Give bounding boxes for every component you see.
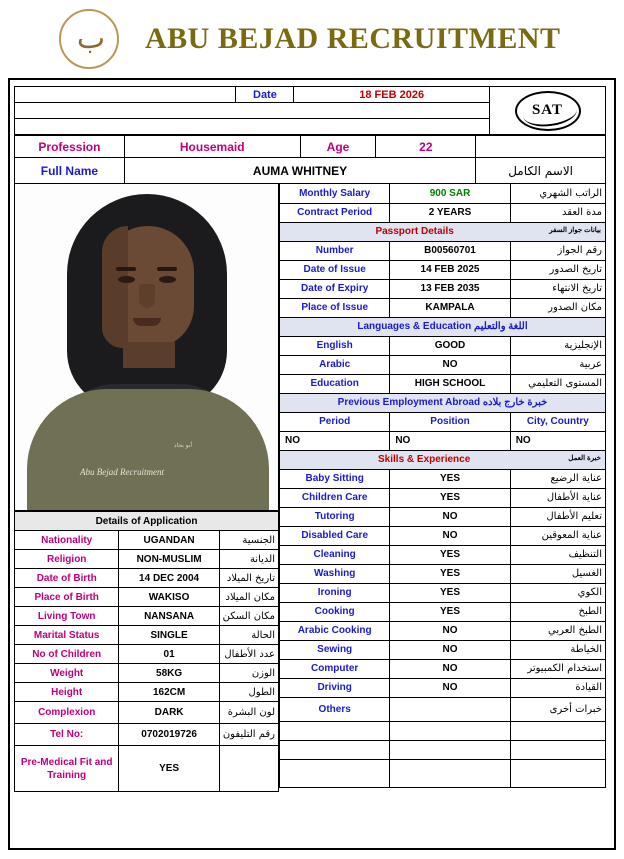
table-row [280, 241, 606, 260]
sat-oval-icon [515, 91, 581, 131]
skill-label-sewing: Sewing [280, 640, 390, 659]
age-label: Age [300, 136, 376, 158]
detail-label-living-town: Living Town [15, 607, 119, 626]
table-row [280, 355, 606, 374]
skill-label-others: Others [280, 697, 390, 721]
table-row [280, 640, 606, 659]
contract-period-label: Contract Period [280, 203, 390, 222]
blank-cell-8 [390, 759, 510, 787]
prev-employment-position: NO [390, 431, 510, 450]
prev-employment-city-country: NO [510, 431, 605, 450]
right-info-table [279, 184, 606, 788]
passport-number-value: B00560701 [390, 241, 510, 260]
skill-label-washing: Washing [280, 564, 390, 583]
table-row [15, 746, 279, 792]
prev-employment-col-city-country: City, Country [510, 412, 605, 431]
table-row [280, 279, 606, 298]
skill-value-disabled-care: NO [390, 526, 510, 545]
table-row [280, 697, 606, 721]
language-english-value: GOOD [390, 336, 510, 355]
skill-label-baby-sitting: Baby Sitting [280, 469, 390, 488]
main-body [14, 184, 606, 792]
top-blank-2 [15, 103, 490, 119]
date-label: Date [236, 87, 294, 103]
right-column [279, 184, 606, 792]
table-row [280, 564, 606, 583]
table-row [280, 431, 606, 450]
passport-number-label: Number [280, 241, 390, 260]
fullname-row [15, 158, 606, 184]
table-row [280, 488, 606, 507]
detail-value-dob: 14 DEC 2004 [119, 569, 219, 588]
skill-value-arabic-cooking: NO [390, 621, 510, 640]
detail-label-weight: Weight [15, 664, 119, 683]
table-row [280, 526, 606, 545]
profession-label: Profession [15, 136, 125, 158]
prev-employment-columns-row [280, 412, 606, 431]
table-row-blank [280, 721, 606, 740]
skill-arabic-tutoring: تعليم الأطفال [510, 507, 605, 526]
blank-cell-2 [390, 721, 510, 740]
skill-label-cleaning: Cleaning [280, 545, 390, 564]
blank-cell-3 [510, 721, 605, 740]
skill-arabic-washing: الغسيل [510, 564, 605, 583]
skill-value-baby-sitting: YES [390, 469, 510, 488]
table-row [280, 203, 606, 222]
passport-issue-arabic: تاريخ الصدور [510, 260, 605, 279]
photo-uniform-logo: Abu Bejad Recruitment [80, 467, 164, 477]
skill-arabic-ironing: الكوي [510, 583, 605, 602]
profession-row [15, 136, 606, 158]
skill-value-computer: NO [390, 659, 510, 678]
table-row [15, 702, 279, 724]
table-row [280, 507, 606, 526]
skill-label-computer: Computer [280, 659, 390, 678]
detail-arabic-children: عدد الأطفال [219, 645, 278, 664]
skill-value-others [390, 697, 510, 721]
languages-section-title: Languages & Education [357, 321, 472, 332]
skill-value-washing: YES [390, 564, 510, 583]
profession-value: Housemaid [124, 136, 300, 158]
table-row [15, 569, 279, 588]
profession-blank [476, 136, 606, 158]
detail-value-nationality: UGANDAN [119, 531, 219, 550]
skill-value-driving: NO [390, 678, 510, 697]
table-row [15, 626, 279, 645]
table-row [280, 602, 606, 621]
education-label: Education [280, 374, 390, 393]
prev-employment-header-row [280, 393, 606, 412]
left-column [14, 184, 279, 792]
passport-section-title: Passport Details [375, 226, 454, 237]
skill-label-ironing: Ironing [280, 583, 390, 602]
application-details-header: Details of Application [15, 512, 279, 531]
blank-cell-4 [280, 740, 390, 759]
language-arabic-value: NO [390, 355, 510, 374]
contract-period-arabic: مدة العقد [510, 203, 605, 222]
skill-arabic-others: خبرات أخرى [510, 697, 605, 721]
detail-label-complexion: Complexion [15, 702, 119, 724]
application-details-table [14, 511, 279, 792]
language-english-arabic: الإنجليزية [510, 336, 605, 355]
passport-issue-value: 14 FEB 2025 [390, 260, 510, 279]
skill-label-cooking: Cooking [280, 602, 390, 621]
skill-value-cleaning: YES [390, 545, 510, 564]
table-row [15, 607, 279, 626]
detail-value-weight: 58KG [119, 664, 219, 683]
detail-label-height: Height [15, 683, 119, 702]
skill-value-children-care: YES [390, 488, 510, 507]
skill-value-ironing: YES [390, 583, 510, 602]
languages-section-header [280, 317, 606, 336]
skill-arabic-cleaning: التنظيف [510, 545, 605, 564]
language-arabic-label: Arabic [280, 355, 390, 374]
prev-employment-title: Previous Employment Abroad [337, 397, 481, 408]
top-blank-1 [15, 87, 236, 103]
passport-place-value: KAMPALA [390, 298, 510, 317]
detail-label-pob: Place of Birth [15, 588, 119, 607]
detail-value-living-town: NANSANA [119, 607, 219, 626]
logo-calligraphy-icon: ب [76, 21, 106, 56]
skills-header-row [280, 450, 606, 469]
detail-value-tel: 0702019726 [119, 724, 219, 746]
passport-section-header-row [280, 222, 606, 241]
language-arabic-arabic: عربية [510, 355, 605, 374]
fullname-arabic: الاسم الكامل [476, 158, 606, 184]
top-block [14, 86, 606, 135]
skill-arabic-cooking: الطبخ [510, 602, 605, 621]
blank-cell-6 [510, 740, 605, 759]
contract-period-value: 2 YEARS [390, 203, 510, 222]
education-arabic: المستوى التعليمي [510, 374, 605, 393]
passport-number-arabic: رقم الجواز [510, 241, 605, 260]
skill-value-tutoring: NO [390, 507, 510, 526]
table-row [280, 260, 606, 279]
table-row [280, 659, 606, 678]
detail-value-marital-status: SINGLE [119, 626, 219, 645]
prev-employment-col-period: Period [280, 412, 390, 431]
detail-arabic-weight: الوزن [219, 664, 278, 683]
skill-arabic-disabled-care: عناية المعوقين [510, 526, 605, 545]
prev-employment-col-position: Position [390, 412, 510, 431]
table-row [15, 550, 279, 569]
applicant-photo [14, 184, 279, 511]
detail-arabic-pob: مكان الميلاد [219, 588, 278, 607]
abu-bejad-logo [55, 7, 127, 71]
top-blank-3 [15, 119, 490, 135]
skill-label-arabic-cooking: Arabic Cooking [280, 621, 390, 640]
blank-cell-1 [280, 721, 390, 740]
table-row [280, 469, 606, 488]
passport-expiry-value: 13 FEB 2035 [390, 279, 510, 298]
skill-value-cooking: YES [390, 602, 510, 621]
detail-value-height: 162CM [119, 683, 219, 702]
detail-value-premedical: YES [119, 746, 219, 792]
skill-value-sewing: NO [390, 640, 510, 659]
sat-swoosh-icon [521, 96, 578, 129]
languages-section-header-row [280, 317, 606, 336]
table-row [280, 678, 606, 697]
detail-arabic-religion: الديانة [219, 550, 278, 569]
detail-value-complexion: DARK [119, 702, 219, 724]
detail-arabic-tel: رقم التليفون [219, 724, 278, 746]
fullname-label: Full Name [15, 158, 125, 184]
age-value: 22 [376, 136, 476, 158]
languages-section-arabic: اللغة والتعليم [474, 321, 528, 332]
table-row [15, 645, 279, 664]
skill-label-tutoring: Tutoring [280, 507, 390, 526]
table-row [15, 588, 279, 607]
table-row [280, 621, 606, 640]
detail-label-nationality: Nationality [15, 531, 119, 550]
skill-label-driving: Driving [280, 678, 390, 697]
passport-section-header [280, 222, 606, 241]
detail-label-marital-status: Marital Status [15, 626, 119, 645]
detail-arabic-marital-status: الحالة [219, 626, 278, 645]
table-row [280, 583, 606, 602]
skill-arabic-driving: القيادة [510, 678, 605, 697]
blank-cell-7 [280, 759, 390, 787]
blank-cell-5 [390, 740, 510, 759]
table-row [15, 683, 279, 702]
detail-label-religion: Religion [15, 550, 119, 569]
passport-issue-label: Date of Issue [280, 260, 390, 279]
passport-place-arabic: مكان الصدور [510, 298, 605, 317]
sat-label: SAT [531, 102, 564, 118]
table-row [280, 336, 606, 355]
table-row [280, 374, 606, 393]
skills-section-title: Skills & Experience [378, 454, 471, 465]
detail-label-premedical: Pre-Medical Fit and Training [15, 746, 119, 792]
detail-label-dob: Date of Birth [15, 569, 119, 588]
prev-employment-period: NO [280, 431, 390, 450]
prev-employment-section-header [280, 393, 606, 412]
photo-badge-arabic: أبو بجاد [173, 443, 193, 449]
detail-label-children: No of Children [15, 645, 119, 664]
passport-place-label: Place of Issue [280, 298, 390, 317]
detail-arabic-living-town: مكان السكن [219, 607, 278, 626]
education-value: HIGH SCHOOL [390, 374, 510, 393]
passport-expiry-label: Date of Expiry [280, 279, 390, 298]
skill-arabic-arabic-cooking: الطبخ العربي [510, 621, 605, 640]
detail-arabic-complexion: لون البشرة [219, 702, 278, 724]
company-title: ABU BEJAD RECRUITMENT [145, 22, 561, 55]
table-row [280, 298, 606, 317]
passport-section-arabic: بيانات جواز السفر [549, 227, 601, 234]
table-row [15, 664, 279, 683]
detail-value-religion: NON-MUSLIM [119, 550, 219, 569]
prev-employment-arabic: خبرة خارج بلاده [482, 397, 548, 408]
skill-arabic-baby-sitting: عناية الرضيع [510, 469, 605, 488]
skill-label-disabled-care: Disabled Care [280, 526, 390, 545]
skill-label-children-care: Children Care [280, 488, 390, 507]
skill-arabic-sewing: الخياطة [510, 640, 605, 659]
detail-value-children: 01 [119, 645, 219, 664]
detail-label-tel: Tel No: [15, 724, 119, 746]
salary-value: 900 SAR [390, 184, 510, 203]
skills-section-arabic: خبرة العمل [568, 455, 601, 462]
detail-arabic-premedical [219, 746, 278, 792]
salary-arabic: الراتب الشهري [510, 184, 605, 203]
sat-stamp [490, 86, 606, 135]
skill-arabic-computer: استخدام الكمبيوتر [510, 659, 605, 678]
detail-arabic-height: الطول [219, 683, 278, 702]
document-frame [8, 78, 616, 850]
table-row-blank [280, 740, 606, 759]
date-value: 18 FEB 2026 [294, 87, 490, 103]
detail-arabic-nationality: الجنسية [219, 531, 278, 550]
skills-section-header [280, 450, 606, 469]
skill-arabic-children-care: عناية الأطفال [510, 488, 605, 507]
blank-cell-9 [510, 759, 605, 787]
passport-expiry-arabic: تاريخ الانتهاء [510, 279, 605, 298]
table-row [280, 184, 606, 203]
detail-value-pob: WAKISO [119, 588, 219, 607]
salary-label: Monthly Salary [280, 184, 390, 203]
detail-arabic-dob: تاريخ الميلاد [219, 569, 278, 588]
document-header [0, 0, 624, 78]
fullname-value: AUMA WHITNEY [124, 158, 475, 184]
table-row [15, 724, 279, 746]
photo-uniform [27, 389, 269, 511]
table-row [280, 545, 606, 564]
profile-table [14, 135, 606, 184]
table-row-blank [280, 759, 606, 787]
table-row [15, 531, 279, 550]
language-english-label: English [280, 336, 390, 355]
